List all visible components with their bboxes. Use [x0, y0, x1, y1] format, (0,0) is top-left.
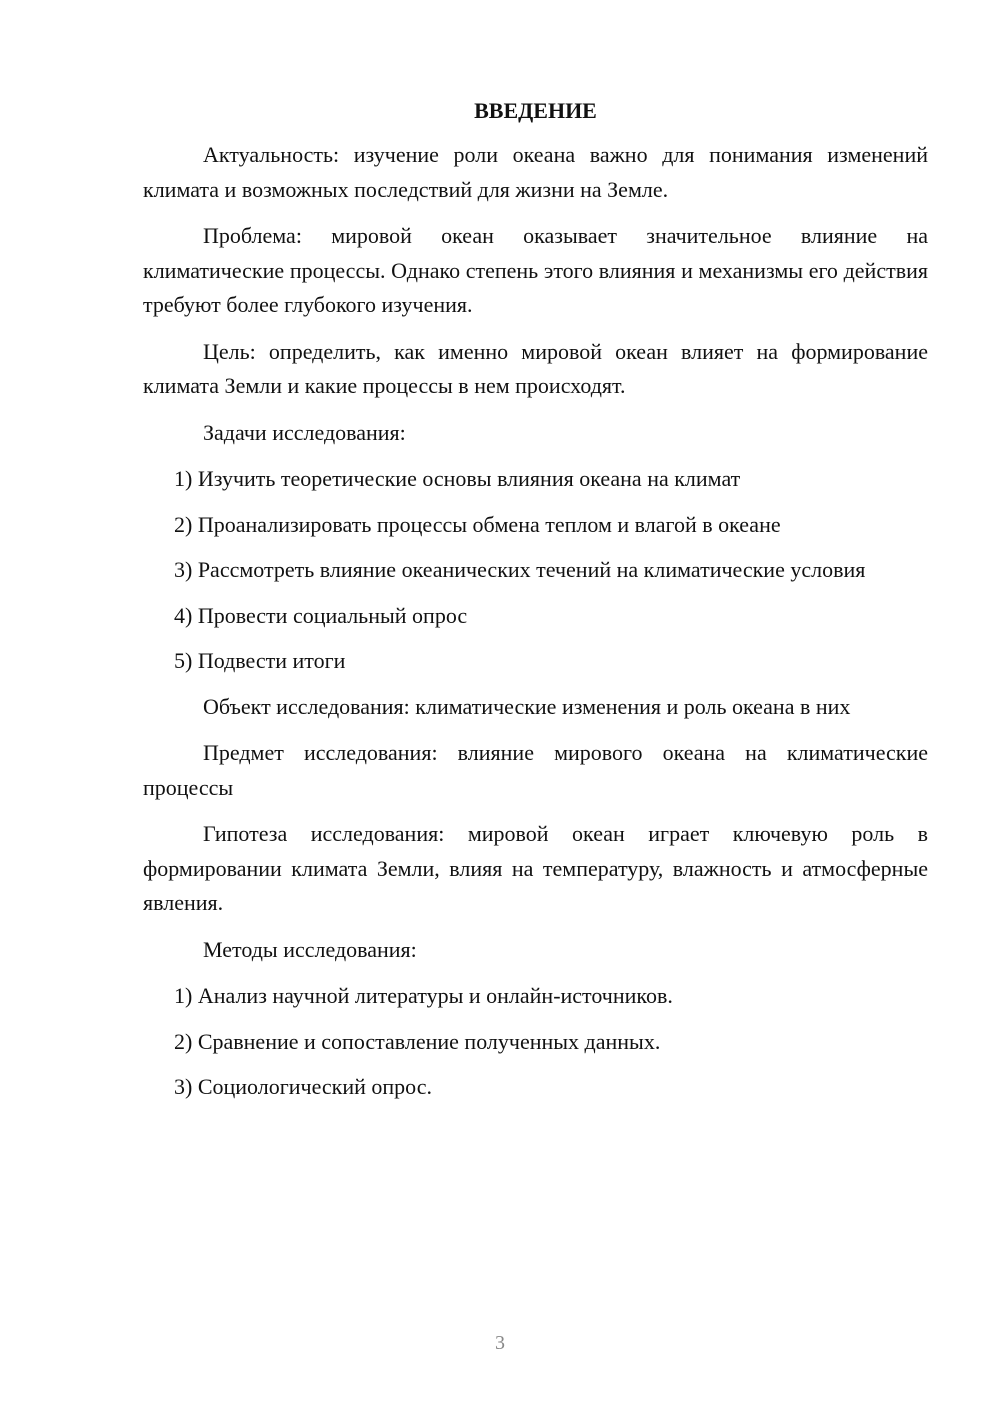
- relevance-paragraph: Актуальность: изучение роли океана важно для понимания изменений климата и возможных последствий для жизни на Земле.: [143, 142, 928, 202]
- task-item: 2) Проанализировать процессы обмена теплом и влагой в океане: [174, 511, 781, 537]
- methods-heading: Методы исследования:: [203, 936, 417, 962]
- subject-paragraph: Предмет исследования: влияние мирового океана на климатические процессы: [143, 740, 928, 800]
- method-item: 1) Анализ научной литературы и онлайн-источников.: [174, 983, 673, 1008]
- object-paragraph: Объект исследования: климатические изменения и роль океана в них: [203, 693, 851, 719]
- document-page: [143, 96, 928, 1116]
- method-item: 2) Сравнение и сопоставление полученных данных.: [174, 1028, 661, 1054]
- tasks-heading: Задачи исследования:: [203, 419, 406, 445]
- task-item: 5) Подвести итоги: [174, 648, 346, 673]
- method-item: 3) Социологический опрос.: [174, 1074, 432, 1099]
- section-title: ВВЕДЕНИЕ: [474, 98, 597, 123]
- page-number: 3: [495, 1332, 505, 1354]
- goal-paragraph: Цель: определить, как именно мировой океан влияет на формирование климата Земли и какие процессы в нем происходят.: [143, 338, 928, 398]
- task-item: 1) Изучить теоретические основы влияния океана на климат: [174, 466, 741, 491]
- task-item: 4) Провести социальный опрос: [174, 602, 468, 628]
- hypothesis-paragraph: Гипотеза исследования: мировой океан играет ключевую роль в формировании климата Земли, влияя на температуру, влажность и атмосферные явления.: [143, 821, 928, 915]
- task-item: 3) Рассмотреть влияние океанических течений на климатические условия: [174, 557, 866, 582]
- problem-paragraph: Проблема: мировой океан оказывает значительное влияние на климатические процессы. Однако степень этого влияния и механизмы его действия требуют более глубокого изучения.: [143, 223, 928, 317]
